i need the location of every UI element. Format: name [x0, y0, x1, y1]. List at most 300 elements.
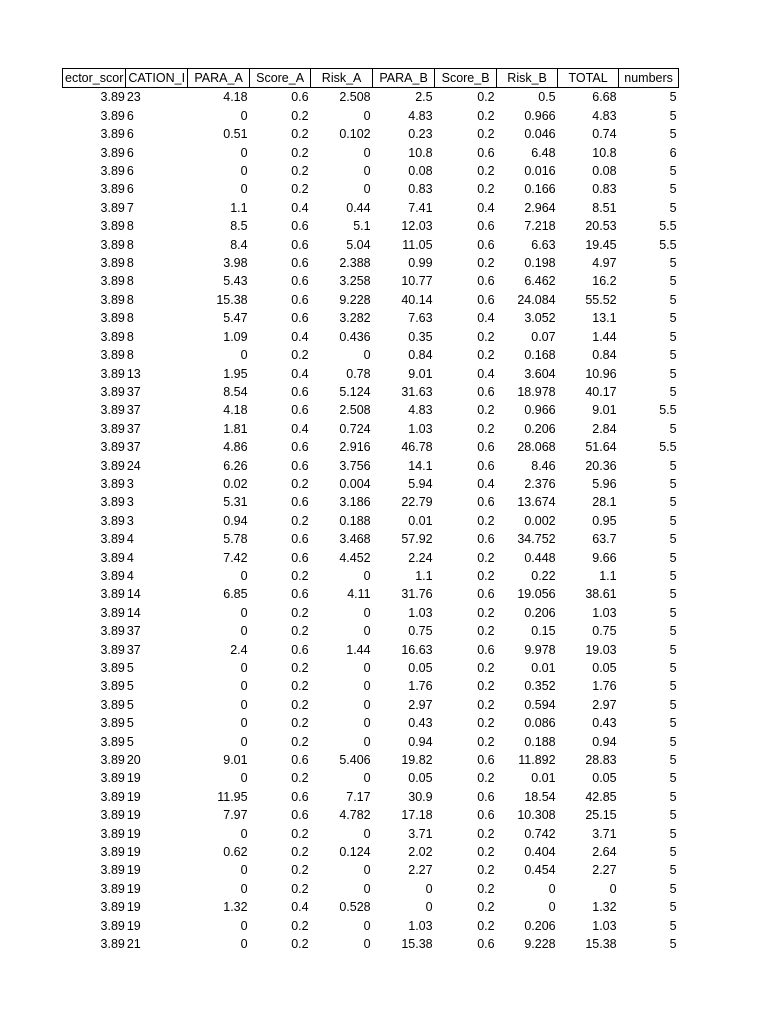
table-cell[interactable]: 3	[126, 476, 134, 491]
table-cell[interactable]: 0.002	[524, 513, 556, 528]
table-cell[interactable]: 0.4	[291, 200, 309, 215]
table-cell[interactable]: 0.2	[477, 568, 495, 583]
table-cell[interactable]: 0.6	[477, 458, 495, 473]
table-cell[interactable]: 0.2	[291, 826, 309, 841]
table-cell[interactable]: 5	[669, 661, 677, 675]
table-cell[interactable]: 0.528	[339, 900, 371, 915]
table-cell[interactable]: 3.258	[339, 274, 371, 289]
table-cell[interactable]: 3.89	[100, 716, 125, 731]
table-cell[interactable]: 0.2	[477, 624, 495, 639]
table-cell[interactable]: 0.2	[291, 863, 309, 878]
table-cell[interactable]: 0.75	[592, 624, 617, 639]
table-cell[interactable]: 0.02	[223, 476, 248, 491]
table-cell[interactable]: 5	[669, 256, 677, 271]
table-cell[interactable]: 2.97	[592, 697, 617, 712]
table-cell[interactable]: 0.2	[477, 771, 495, 786]
table-cell[interactable]: 34.752	[517, 532, 556, 547]
table-cell[interactable]: 0.6	[291, 274, 309, 289]
table-cell[interactable]: 19	[126, 789, 141, 804]
table-cell[interactable]: 15.38	[585, 937, 617, 952]
table-cell[interactable]: 0.6	[477, 440, 495, 455]
table-cell[interactable]: 0.2	[477, 900, 495, 915]
table-cell[interactable]: 5	[669, 127, 677, 142]
table-cell[interactable]: 2.376	[524, 476, 556, 491]
table-cell[interactable]: 3.89	[100, 845, 125, 860]
table-cell[interactable]: 0.2	[291, 661, 309, 675]
table-cell[interactable]: 5.5	[659, 237, 677, 252]
table-cell[interactable]: 3.89	[100, 808, 125, 823]
table-cell[interactable]: 3.89	[100, 90, 125, 105]
table-cell[interactable]: 8	[126, 274, 134, 289]
table-cell[interactable]: 19	[126, 771, 141, 786]
table-cell[interactable]: 0.2	[477, 108, 495, 123]
header-cell[interactable]: Score_B	[435, 69, 497, 88]
table-cell[interactable]: 9.228	[339, 292, 371, 307]
table-cell[interactable]: 3.756	[339, 458, 371, 473]
table-cell[interactable]: 1.44	[346, 642, 371, 657]
table-cell[interactable]: 0.4	[477, 311, 495, 326]
table-cell[interactable]: 3.89	[100, 513, 125, 528]
table-cell[interactable]: 0.206	[524, 918, 556, 933]
table-cell[interactable]: 8	[126, 237, 134, 252]
table-cell[interactable]: 6.68	[592, 90, 617, 105]
table-cell[interactable]: 0.6	[291, 256, 309, 271]
table-cell[interactable]: 0.6	[477, 532, 495, 547]
table-cell[interactable]: 0	[363, 145, 371, 160]
table-cell[interactable]: 1.32	[223, 900, 248, 915]
table-cell[interactable]: 0.05	[408, 661, 433, 675]
table-cell[interactable]: 0	[363, 108, 371, 123]
table-cell[interactable]: 0.6	[477, 237, 495, 252]
table-cell[interactable]: 5	[126, 716, 134, 731]
header-cell[interactable]: ector_scor	[63, 69, 126, 88]
table-cell[interactable]: 0.94	[223, 513, 248, 528]
table-cell[interactable]: 37	[126, 403, 141, 418]
table-cell[interactable]: 3.89	[100, 329, 125, 344]
table-cell[interactable]: 0	[240, 679, 248, 694]
table-cell[interactable]: 0.4	[291, 900, 309, 915]
table-cell[interactable]: 2.916	[339, 440, 371, 455]
table-cell[interactable]: 3.89	[100, 421, 125, 436]
table-cell[interactable]: 0.84	[408, 348, 433, 363]
table-cell[interactable]: 0.6	[291, 587, 309, 602]
table-cell[interactable]: 0.2	[477, 403, 495, 418]
table-cell[interactable]: 0	[240, 697, 248, 712]
table-cell[interactable]: 0.23	[408, 127, 433, 142]
table-cell[interactable]: 0.2	[477, 605, 495, 620]
table-cell[interactable]: 10.8	[408, 145, 433, 160]
table-cell[interactable]: 3.89	[100, 200, 125, 215]
table-cell[interactable]: 0	[240, 624, 248, 639]
table-cell[interactable]: 2.964	[524, 200, 556, 215]
table-cell[interactable]: 0.404	[524, 845, 556, 860]
table-cell[interactable]: 19	[126, 863, 141, 878]
table-cell[interactable]: 3.89	[100, 771, 125, 786]
table-cell[interactable]: 5	[669, 311, 677, 326]
table-cell[interactable]: 1.1	[599, 568, 617, 583]
table-cell[interactable]: 20.36	[585, 458, 617, 473]
table-cell[interactable]: 0.83	[408, 182, 433, 197]
table-cell[interactable]: 0.6	[477, 808, 495, 823]
table-cell[interactable]: 5	[669, 679, 677, 694]
table-cell[interactable]: 14	[126, 605, 141, 620]
table-cell[interactable]: 0.62	[223, 845, 248, 860]
table-cell[interactable]: 4.83	[592, 108, 617, 123]
table-cell[interactable]: 0.4	[291, 366, 309, 381]
table-cell[interactable]: 37	[126, 384, 141, 399]
table-cell[interactable]: 5	[669, 937, 677, 952]
table-cell[interactable]: 15.38	[216, 292, 248, 307]
table-cell[interactable]: 57.92	[401, 532, 433, 547]
table-cell[interactable]: 0.046	[524, 127, 556, 142]
table-cell[interactable]: 0.75	[408, 624, 433, 639]
table-cell[interactable]: 0.2	[291, 145, 309, 160]
table-cell[interactable]: 0.43	[408, 716, 433, 731]
table-cell[interactable]: 5	[126, 679, 134, 694]
table-cell[interactable]: 0.168	[524, 348, 556, 363]
header-cell[interactable]: TOTAL	[558, 69, 619, 88]
table-cell[interactable]: 0.2	[291, 182, 309, 197]
table-cell[interactable]: 5	[669, 771, 677, 786]
table-cell[interactable]: 2.388	[339, 256, 371, 271]
table-cell[interactable]: 0.2	[477, 127, 495, 142]
table-cell[interactable]: 30.9	[408, 789, 433, 804]
table-cell[interactable]: 46.78	[401, 440, 433, 455]
table-cell[interactable]: 0.51	[223, 127, 248, 142]
table-cell[interactable]: 19	[126, 808, 141, 823]
table-cell[interactable]: 0	[240, 771, 248, 786]
table-cell[interactable]: 10.96	[585, 366, 617, 381]
table-cell[interactable]: 3.89	[100, 568, 125, 583]
table-cell[interactable]: 0	[363, 679, 371, 694]
table-cell[interactable]: 7.41	[408, 200, 433, 215]
table-cell[interactable]: 3.89	[100, 734, 125, 749]
header-cell[interactable]: PARA_A	[188, 69, 250, 88]
table-cell[interactable]: 40.14	[401, 292, 433, 307]
table-cell[interactable]: 8	[126, 311, 134, 326]
table-cell[interactable]: 0.6	[477, 219, 495, 234]
table-cell[interactable]: 63.7	[592, 532, 617, 547]
table-cell[interactable]: 5.94	[408, 476, 433, 491]
table-cell[interactable]: 0.2	[291, 476, 309, 491]
table-cell[interactable]: 0.2	[291, 164, 309, 179]
table-cell[interactable]: 5	[669, 753, 677, 768]
table-cell[interactable]: 0	[363, 716, 371, 731]
table-cell[interactable]: 0.086	[524, 716, 556, 731]
table-cell[interactable]: 6	[669, 145, 677, 160]
table-cell[interactable]: 16.63	[401, 642, 433, 657]
table-cell[interactable]: 23	[126, 90, 141, 105]
table-cell[interactable]: 3.89	[100, 789, 125, 804]
table-cell[interactable]: 0.2	[477, 182, 495, 197]
table-cell[interactable]: 3.89	[100, 348, 125, 363]
table-cell[interactable]: 3.89	[100, 384, 125, 399]
table-cell[interactable]: 3.89	[100, 366, 125, 381]
table-cell[interactable]: 13	[126, 366, 141, 381]
table-cell[interactable]: 1.09	[223, 329, 248, 344]
table-cell[interactable]: 0.6	[291, 311, 309, 326]
table-cell[interactable]: 5	[669, 716, 677, 731]
table-cell[interactable]: 37	[126, 421, 141, 436]
table-cell[interactable]: 2.4	[230, 642, 248, 657]
table-cell[interactable]: 28.068	[517, 440, 556, 455]
table-cell[interactable]: 0.6	[291, 532, 309, 547]
table-cell[interactable]: 0	[363, 918, 371, 933]
table-cell[interactable]: 0.2	[291, 679, 309, 694]
table-cell[interactable]: 1.76	[408, 679, 433, 694]
table-cell[interactable]: 0.2	[477, 716, 495, 731]
table-cell[interactable]: 5.96	[592, 476, 617, 491]
table-cell[interactable]: 0.6	[477, 292, 495, 307]
table-cell[interactable]: 0.2	[477, 697, 495, 712]
table-cell[interactable]: 4	[126, 532, 134, 547]
table-cell[interactable]: 0	[240, 605, 248, 620]
table-cell[interactable]: 0	[240, 918, 248, 933]
header-cell[interactable]: numbers	[619, 69, 679, 88]
table-cell[interactable]: 1.03	[592, 918, 617, 933]
table-cell[interactable]: 0.2	[477, 329, 495, 344]
table-cell[interactable]: 3.89	[100, 311, 125, 326]
table-cell[interactable]: 31.63	[401, 384, 433, 399]
table-cell[interactable]: 0.6	[477, 145, 495, 160]
table-cell[interactable]: 25.15	[585, 808, 617, 823]
table-cell[interactable]: 4	[126, 568, 134, 583]
table-cell[interactable]: 0.102	[339, 127, 371, 142]
table-cell[interactable]: 5	[669, 366, 677, 381]
table-cell[interactable]: 3.89	[100, 164, 125, 179]
table-cell[interactable]: 0.6	[477, 789, 495, 804]
table-cell[interactable]: 5	[669, 918, 677, 933]
table-cell[interactable]: 0.188	[524, 734, 556, 749]
table-cell[interactable]: 5	[669, 274, 677, 289]
table-cell[interactable]: 0.188	[339, 513, 371, 528]
table-cell[interactable]: 1.03	[408, 918, 433, 933]
table-cell[interactable]: 0.198	[524, 256, 556, 271]
table-cell[interactable]: 4.83	[408, 403, 433, 418]
table-cell[interactable]: 0.6	[477, 274, 495, 289]
table-cell[interactable]: 5.47	[223, 311, 248, 326]
table-cell[interactable]: 0.07	[531, 329, 556, 344]
header-cell[interactable]: Risk_A	[311, 69, 373, 88]
table-cell[interactable]: 19.03	[585, 642, 617, 657]
table-cell[interactable]: 19	[126, 845, 141, 860]
table-cell[interactable]: 20.53	[585, 219, 617, 234]
table-cell[interactable]: 0	[240, 145, 248, 160]
table-cell[interactable]: 18.54	[524, 789, 556, 804]
table-cell[interactable]: 9.01	[408, 366, 433, 381]
table-cell[interactable]: 4	[126, 550, 134, 565]
table-cell[interactable]: 5	[669, 808, 677, 823]
table-cell[interactable]: 1.03	[408, 421, 433, 436]
table-cell[interactable]: 0.2	[291, 605, 309, 620]
table-cell[interactable]: 3.052	[524, 311, 556, 326]
table-cell[interactable]: 14.1	[408, 458, 433, 473]
table-cell[interactable]: 0.6	[291, 90, 309, 105]
table-cell[interactable]: 11.95	[217, 789, 248, 804]
table-cell[interactable]: 0	[363, 771, 371, 786]
table-cell[interactable]: 0	[363, 826, 371, 841]
table-cell[interactable]: 8.4	[230, 237, 248, 252]
table-cell[interactable]: 8.51	[592, 200, 617, 215]
table-cell[interactable]: 0.6	[291, 219, 309, 234]
table-cell[interactable]: 3.282	[339, 311, 371, 326]
table-cell[interactable]: 5	[669, 495, 677, 510]
table-cell[interactable]: 4.18	[223, 403, 248, 418]
table-cell[interactable]: 40.17	[585, 384, 617, 399]
table-cell[interactable]: 19	[126, 900, 141, 915]
table-cell[interactable]: 0.166	[524, 182, 556, 197]
table-cell[interactable]: 0.2	[291, 127, 309, 142]
table-cell[interactable]: 3.89	[100, 900, 125, 915]
table-cell[interactable]: 0.124	[339, 845, 371, 860]
table-cell[interactable]: 0	[425, 881, 433, 896]
table-cell[interactable]: 0.6	[291, 403, 309, 418]
table-cell[interactable]: 9.228	[524, 937, 556, 952]
table-cell[interactable]: 0	[240, 863, 248, 878]
table-cell[interactable]: 5	[669, 568, 677, 583]
table-cell[interactable]: 3.89	[100, 624, 125, 639]
table-cell[interactable]: 5.31	[223, 495, 248, 510]
table-cell[interactable]: 0	[240, 881, 248, 896]
table-cell[interactable]: 0.01	[531, 771, 556, 786]
table-cell[interactable]: 0.4	[477, 200, 495, 215]
table-cell[interactable]: 0.2	[291, 568, 309, 583]
header-cell[interactable]: PARA_B	[373, 69, 435, 88]
table-cell[interactable]: 3.89	[100, 145, 125, 160]
table-cell[interactable]: 0.206	[524, 421, 556, 436]
table-cell[interactable]: 5	[669, 329, 677, 344]
table-cell[interactable]: 3.89	[100, 440, 125, 455]
table-cell[interactable]: 0.2	[477, 679, 495, 694]
table-cell[interactable]: 5	[669, 550, 677, 565]
table-cell[interactable]: 0.2	[477, 513, 495, 528]
table-cell[interactable]: 18.978	[517, 384, 556, 399]
table-cell[interactable]: 5	[669, 421, 677, 436]
header-cell[interactable]: Score_A	[250, 69, 311, 88]
table-cell[interactable]: 0.6	[477, 937, 495, 952]
table-cell[interactable]: 0.05	[408, 771, 433, 786]
table-cell[interactable]: 3.186	[339, 495, 371, 510]
table-cell[interactable]: 0.74	[592, 127, 617, 142]
table-cell[interactable]: 0.742	[524, 826, 556, 841]
table-cell[interactable]: 0.84	[592, 348, 617, 363]
table-cell[interactable]: 1.44	[592, 329, 617, 344]
table-cell[interactable]: 4.18	[223, 90, 248, 105]
table-cell[interactable]: 0.6	[477, 642, 495, 657]
table-cell[interactable]: 3.89	[100, 642, 125, 657]
table-cell[interactable]: 8	[126, 256, 134, 271]
table-cell[interactable]: 0	[363, 348, 371, 363]
table-cell[interactable]: 5	[669, 697, 677, 712]
table-cell[interactable]: 3.468	[339, 532, 371, 547]
table-cell[interactable]: 0	[240, 937, 248, 952]
table-cell[interactable]: 8	[126, 329, 134, 344]
table-cell[interactable]: 20	[126, 753, 141, 768]
table-cell[interactable]: 5	[669, 826, 677, 841]
table-cell[interactable]: 0.08	[592, 164, 617, 179]
table-cell[interactable]: 28.1	[592, 495, 617, 510]
table-cell[interactable]: 3.89	[100, 605, 125, 620]
table-cell[interactable]: 51.64	[585, 440, 617, 455]
table-cell[interactable]: 0.4	[477, 476, 495, 491]
table-cell[interactable]: 3.89	[100, 532, 125, 547]
table-cell[interactable]: 0.2	[291, 918, 309, 933]
table-cell[interactable]: 13.674	[517, 495, 556, 510]
table-cell[interactable]: 19	[126, 881, 141, 896]
table-cell[interactable]: 0.724	[339, 421, 371, 436]
table-cell[interactable]: 0	[363, 624, 371, 639]
table-cell[interactable]: 0	[363, 863, 371, 878]
table-cell[interactable]: 5	[669, 532, 677, 547]
table-cell[interactable]: 0	[363, 605, 371, 620]
table-cell[interactable]: 0.2	[477, 845, 495, 860]
table-cell[interactable]: 1.03	[408, 605, 433, 620]
table-cell[interactable]: 0	[548, 881, 556, 896]
table-cell[interactable]: 4.97	[592, 256, 617, 271]
table-cell[interactable]: 0	[363, 182, 371, 197]
header-cell[interactable]: CATION_I	[126, 69, 188, 88]
table-cell[interactable]: 5	[669, 108, 677, 123]
table-cell[interactable]: 5	[669, 900, 677, 915]
table-cell[interactable]: 0.6	[291, 440, 309, 455]
table-cell[interactable]: 0.2	[477, 661, 495, 675]
table-cell[interactable]: 9.66	[592, 550, 617, 565]
table-cell[interactable]: 0.6	[291, 808, 309, 823]
table-cell[interactable]: 0	[363, 734, 371, 749]
table-cell[interactable]: 5.78	[223, 532, 248, 547]
table-cell[interactable]: 5	[669, 458, 677, 473]
table-cell[interactable]: 6.26	[223, 458, 248, 473]
table-cell[interactable]: 0	[363, 937, 371, 952]
table-cell[interactable]: 3.89	[100, 937, 125, 952]
table-cell[interactable]: 3	[126, 513, 134, 528]
table-cell[interactable]: 14	[126, 587, 141, 602]
table-cell[interactable]: 0.448	[524, 550, 556, 565]
table-cell[interactable]: 0.6	[291, 642, 309, 657]
table-cell[interactable]: 7.17	[346, 789, 371, 804]
table-cell[interactable]: 0.6	[291, 458, 309, 473]
table-cell[interactable]: 0.2	[291, 845, 309, 860]
table-cell[interactable]: 24.084	[517, 292, 556, 307]
table-cell[interactable]: 37	[126, 624, 141, 639]
table-cell[interactable]: 10.77	[401, 274, 433, 289]
table-cell[interactable]: 6	[126, 164, 134, 179]
table-cell[interactable]: 5.43	[223, 274, 248, 289]
table-cell[interactable]: 7.42	[223, 550, 248, 565]
table-cell[interactable]: 5	[669, 476, 677, 491]
table-cell[interactable]: 0.2	[291, 348, 309, 363]
table-cell[interactable]: 5	[669, 624, 677, 639]
table-cell[interactable]: 7	[126, 200, 134, 215]
table-cell[interactable]: 0.2	[477, 863, 495, 878]
table-cell[interactable]: 0	[240, 734, 248, 749]
table-cell[interactable]: 0	[609, 881, 617, 896]
table-cell[interactable]: 16.2	[592, 274, 617, 289]
table-cell[interactable]: 0.2	[477, 90, 495, 105]
table-cell[interactable]: 0.95	[592, 513, 617, 528]
table-cell[interactable]: 5	[126, 734, 134, 749]
table-cell[interactable]: 0.352	[524, 679, 556, 694]
table-cell[interactable]: 3.89	[100, 256, 125, 271]
table-cell[interactable]: 5	[669, 734, 677, 749]
table-cell[interactable]: 0.6	[291, 237, 309, 252]
table-cell[interactable]: 9.01	[223, 753, 248, 768]
table-cell[interactable]: 0.2	[477, 881, 495, 896]
table-cell[interactable]: 1.95	[223, 366, 248, 381]
table-cell[interactable]: 5	[126, 697, 134, 712]
table-cell[interactable]: 3.89	[100, 476, 125, 491]
table-cell[interactable]: 31.76	[401, 587, 433, 602]
